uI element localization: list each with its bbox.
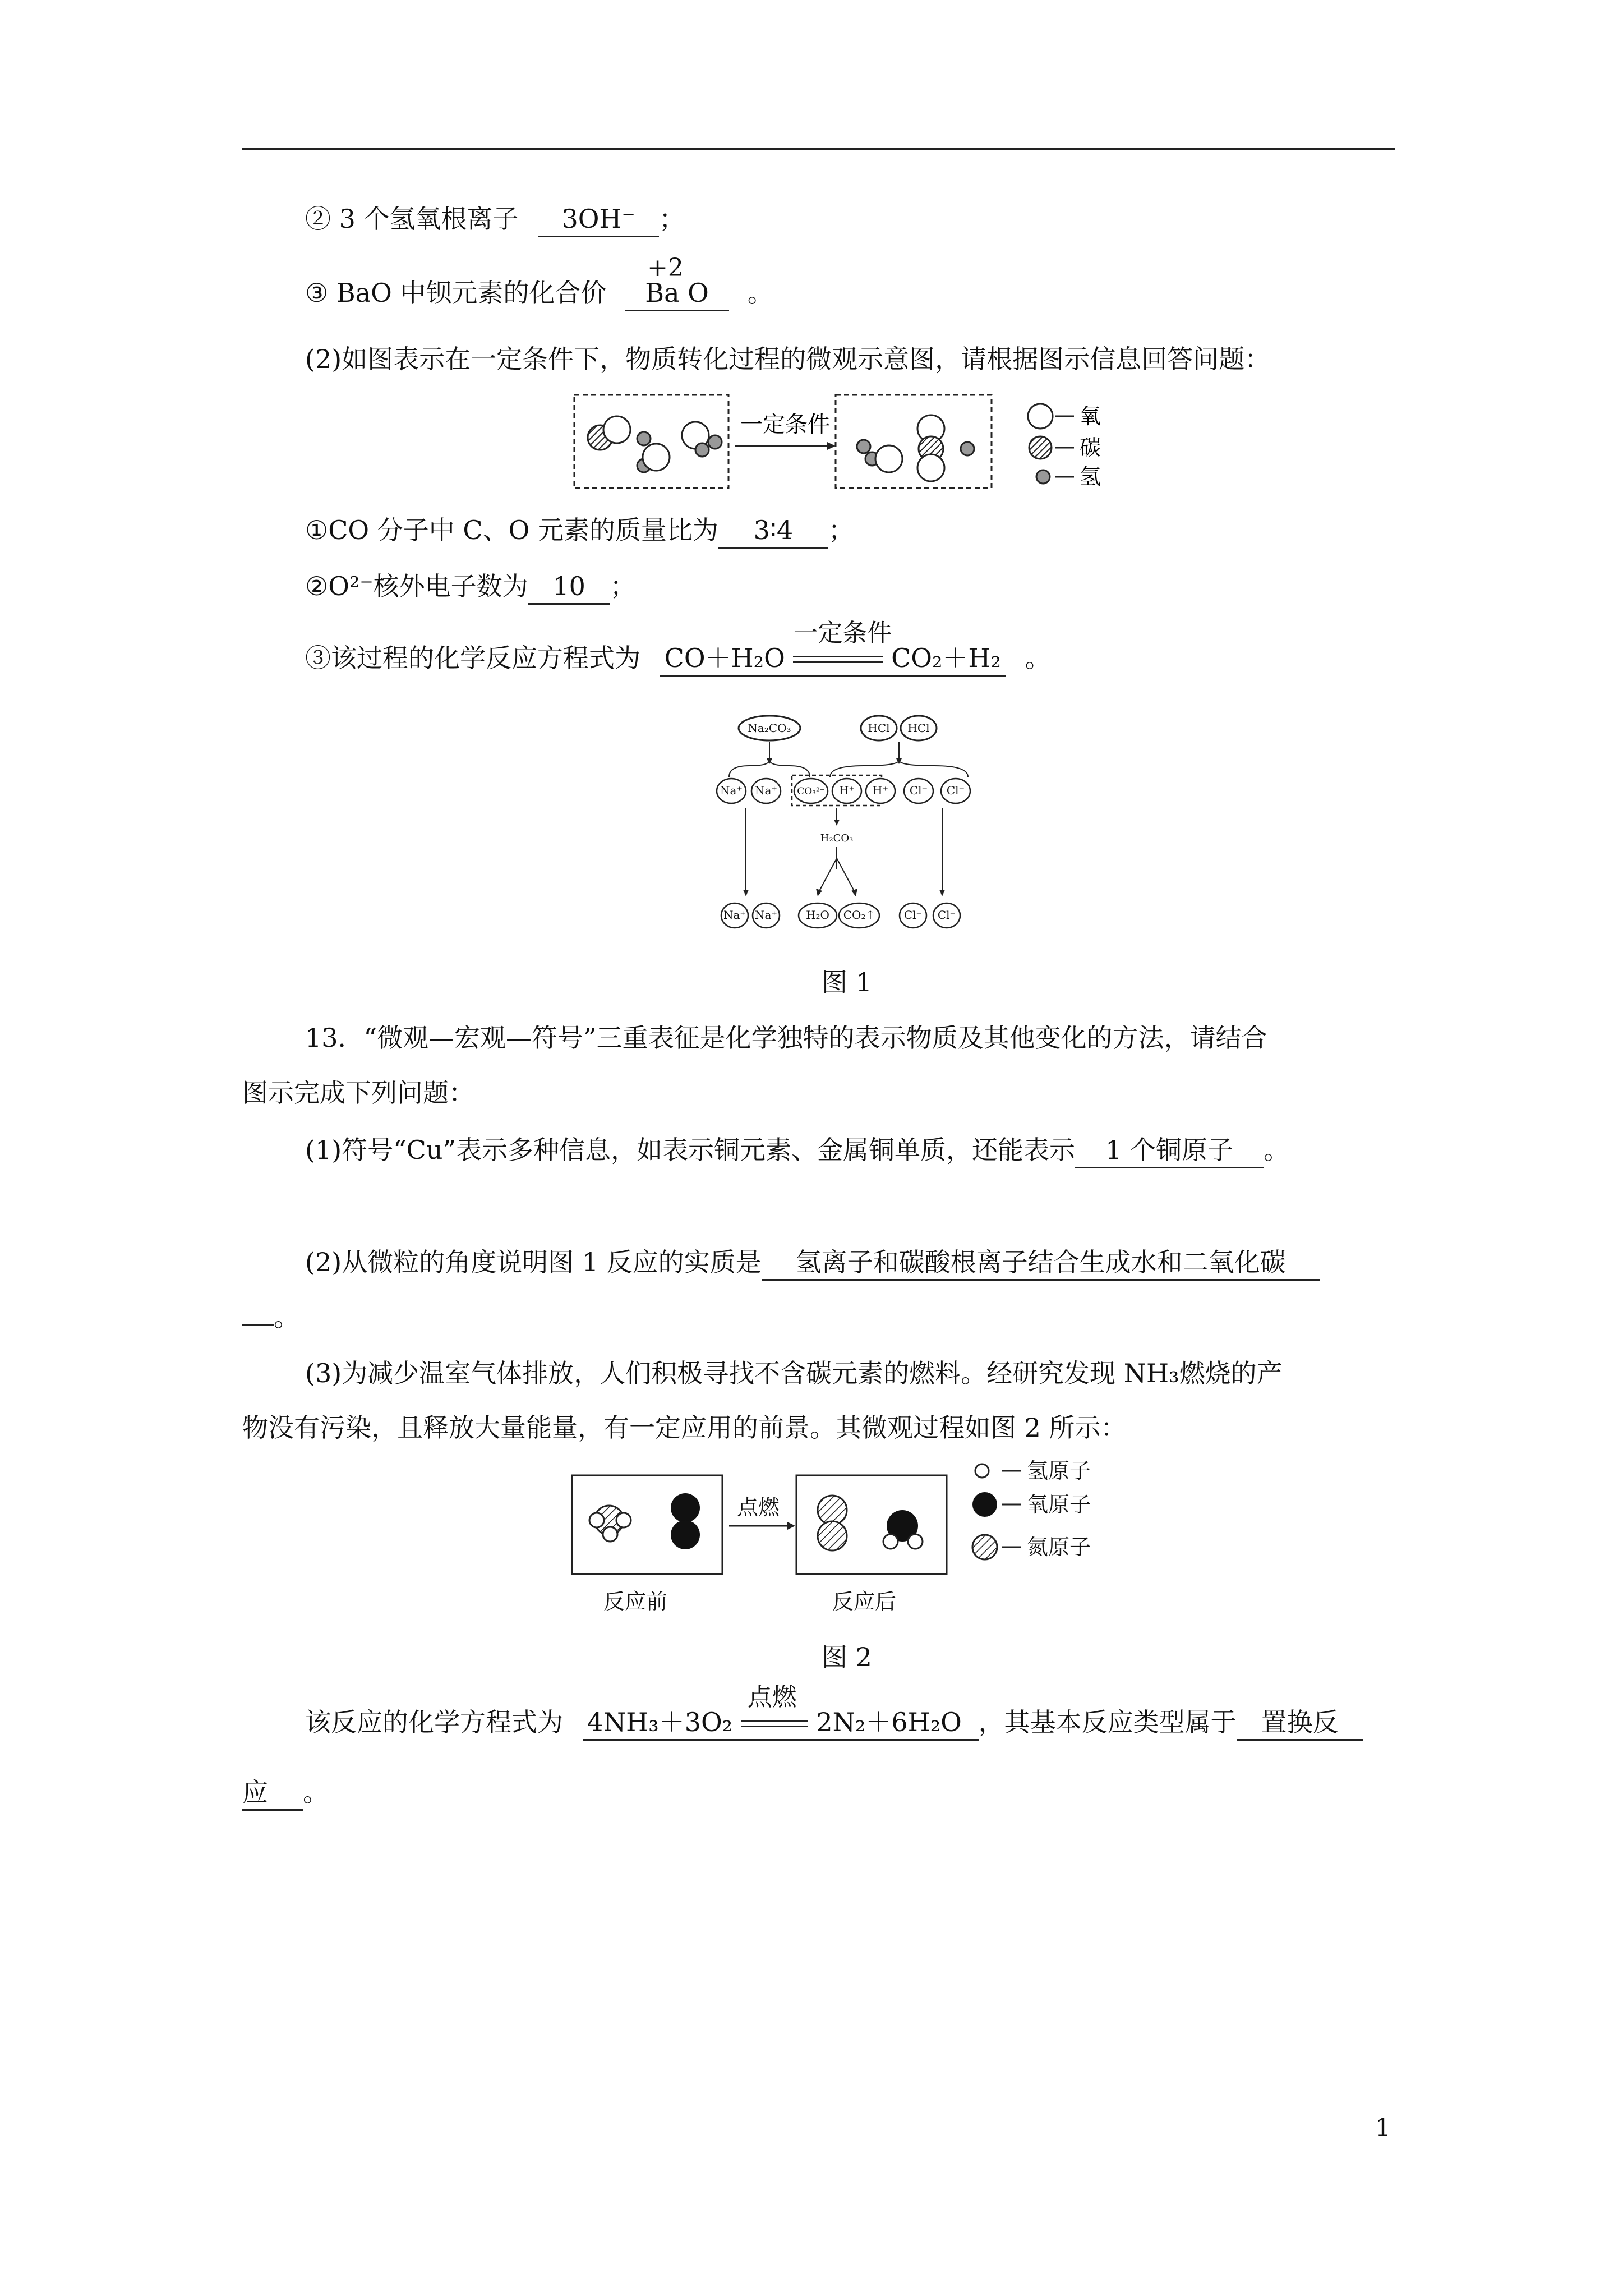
svg-text:CO₃²⁻: CO₃²⁻ bbox=[797, 786, 825, 797]
diagram1-arrow-label: 一定条件 bbox=[740, 412, 830, 438]
q13-intro-line2: 图示完成下列问题： bbox=[242, 1078, 474, 1108]
svg-text:Cl⁻: Cl⁻ bbox=[937, 908, 956, 922]
svg-text:CO₂↑: CO₂↑ bbox=[843, 908, 875, 922]
svg-text:H⁺: H⁺ bbox=[873, 784, 888, 797]
q13-part2: (2)从微粒的角度说明图 1 反应的实质是 氢离子和碳酸根离子结合生成水和二氧化碳 bbox=[305, 1245, 1320, 1281]
q13-intro-line1: 13．“微观—宏观—符号”三重表征是化学独特的表示物质及其他变化的方法，请结合 bbox=[305, 1023, 1267, 1053]
figure2-diagram bbox=[570, 1458, 1147, 1621]
svg-text:碳: 碳 bbox=[1080, 435, 1101, 460]
valence-mark: +2 bbox=[647, 254, 684, 282]
answer-blank: 3OH⁻ bbox=[538, 202, 659, 237]
hydrogen-atom-legend-icon bbox=[975, 1464, 989, 1478]
svg-text:反应前: 反应前 bbox=[603, 1589, 668, 1614]
oxygen-legend-icon bbox=[1028, 404, 1053, 429]
q13-part3-line2: 物没有污染，且释放大量能量，有一定应用的前景。其微观过程如图 2 所示： bbox=[242, 1412, 1127, 1443]
answer-blank: 1 个铜原子 bbox=[1075, 1133, 1264, 1168]
q12-sub2: ②O²⁻核外电子数为 10 ； bbox=[305, 569, 636, 605]
q13-equation-line: 该反应的化学方程式为 4NH₃＋3O₂ 点燃 2N₂＋6H₂O ，其基本反应类型属于 置换反 bbox=[305, 1705, 1363, 1741]
q13-part2-tail: 。 bbox=[242, 1300, 299, 1334]
svg-text:Cl⁻: Cl⁻ bbox=[909, 784, 928, 797]
figure1-caption: 图 1 bbox=[822, 967, 872, 997]
oxygen-atom-legend-icon bbox=[972, 1492, 997, 1517]
svg-text:H₂CO₃: H₂CO₃ bbox=[820, 832, 854, 844]
svg-text:氧原子: 氧原子 bbox=[1027, 1492, 1091, 1517]
header-rule bbox=[242, 148, 1395, 150]
svg-text:氮原子: 氮原子 bbox=[1027, 1535, 1091, 1559]
svg-text:反应后: 反应后 bbox=[832, 1589, 897, 1614]
svg-text:H⁺: H⁺ bbox=[839, 784, 855, 797]
equals-with-condition: 一定条件 bbox=[793, 649, 883, 671]
svg-text:Cl⁻: Cl⁻ bbox=[946, 784, 965, 797]
equation-answer: CO＋H₂O 一定条件 CO₂＋H₂ bbox=[660, 641, 1006, 677]
svg-text:Na⁺: Na⁺ bbox=[720, 784, 743, 797]
q13-part3-line1: (3)为减少温室气体排放，人们积极寻找不含碳元素的燃料。经研究发现 NH₃燃烧的产 bbox=[305, 1358, 1283, 1388]
answer-blank: 3∶4 bbox=[718, 513, 828, 549]
micro-diagram-1 bbox=[572, 393, 1155, 494]
carbon-legend-icon bbox=[1029, 436, 1052, 459]
svg-text:Cl⁻: Cl⁻ bbox=[903, 908, 923, 922]
answer-blank: 氢离子和碳酸根离子结合生成水和二氧化碳 bbox=[762, 1245, 1320, 1281]
q12-item3: ③ BaO 中钡元素的化合价 +2 Ba O 。 bbox=[305, 276, 773, 311]
figure1-ion-diagram bbox=[712, 707, 987, 942]
svg-text:HCl: HCl bbox=[868, 721, 890, 735]
q12-sub3: ③该过程的化学反应方程式为 CO＋H₂O 一定条件 CO₂＋H₂ 。 bbox=[305, 641, 1051, 677]
q12-part2-intro: (2)如图表示在一定条件下，物质转化过程的微观示意图，请根据图示信息回答问题： bbox=[305, 344, 1271, 374]
svg-text:Na⁺: Na⁺ bbox=[755, 908, 777, 922]
answer-blank: 10 bbox=[528, 569, 610, 605]
answer-blank: +2 Ba O bbox=[625, 276, 729, 311]
svg-text:氢原子: 氢原子 bbox=[1027, 1458, 1091, 1483]
page-number: 1 bbox=[1375, 2114, 1391, 2142]
q13-equation-tail: 应 。 bbox=[242, 1775, 329, 1811]
hydrogen-legend-icon bbox=[1036, 470, 1050, 484]
answer-blank: 置换反 bbox=[1237, 1705, 1363, 1741]
svg-text:HCl: HCl bbox=[907, 721, 930, 735]
svg-text:Na⁺: Na⁺ bbox=[723, 908, 746, 922]
nitrogen-atom-legend-icon bbox=[972, 1535, 997, 1559]
svg-text:氧: 氧 bbox=[1080, 404, 1101, 429]
svg-text:H₂O: H₂O bbox=[806, 908, 829, 922]
q13-part1: (1)符号“Cu”表示多种信息，如表示铜元素、金属铜单质，还能表示 1 个铜原子 。 bbox=[305, 1133, 1289, 1168]
svg-text:氢: 氢 bbox=[1080, 464, 1101, 489]
figure2-arrow-label: 点燃 bbox=[737, 1495, 780, 1520]
answer-blank-tail bbox=[242, 1324, 274, 1326]
svg-text:Na⁺: Na⁺ bbox=[755, 784, 777, 797]
figure2-caption: 图 2 bbox=[822, 1642, 872, 1672]
svg-text:Na₂CO₃: Na₂CO₃ bbox=[748, 721, 791, 735]
equation-answer: 4NH₃＋3O₂ 点燃 2N₂＋6H₂O bbox=[583, 1705, 979, 1741]
q12-item2: ② 3 个氢氧根离子 3OH⁻ ； bbox=[305, 202, 685, 237]
equals-with-condition: 点燃 bbox=[741, 1713, 808, 1736]
answer-blank-tail: 应 bbox=[242, 1775, 303, 1811]
q12-sub1: ①CO 分子中 C、O 元素的质量比为 3∶4 ； bbox=[305, 513, 854, 549]
